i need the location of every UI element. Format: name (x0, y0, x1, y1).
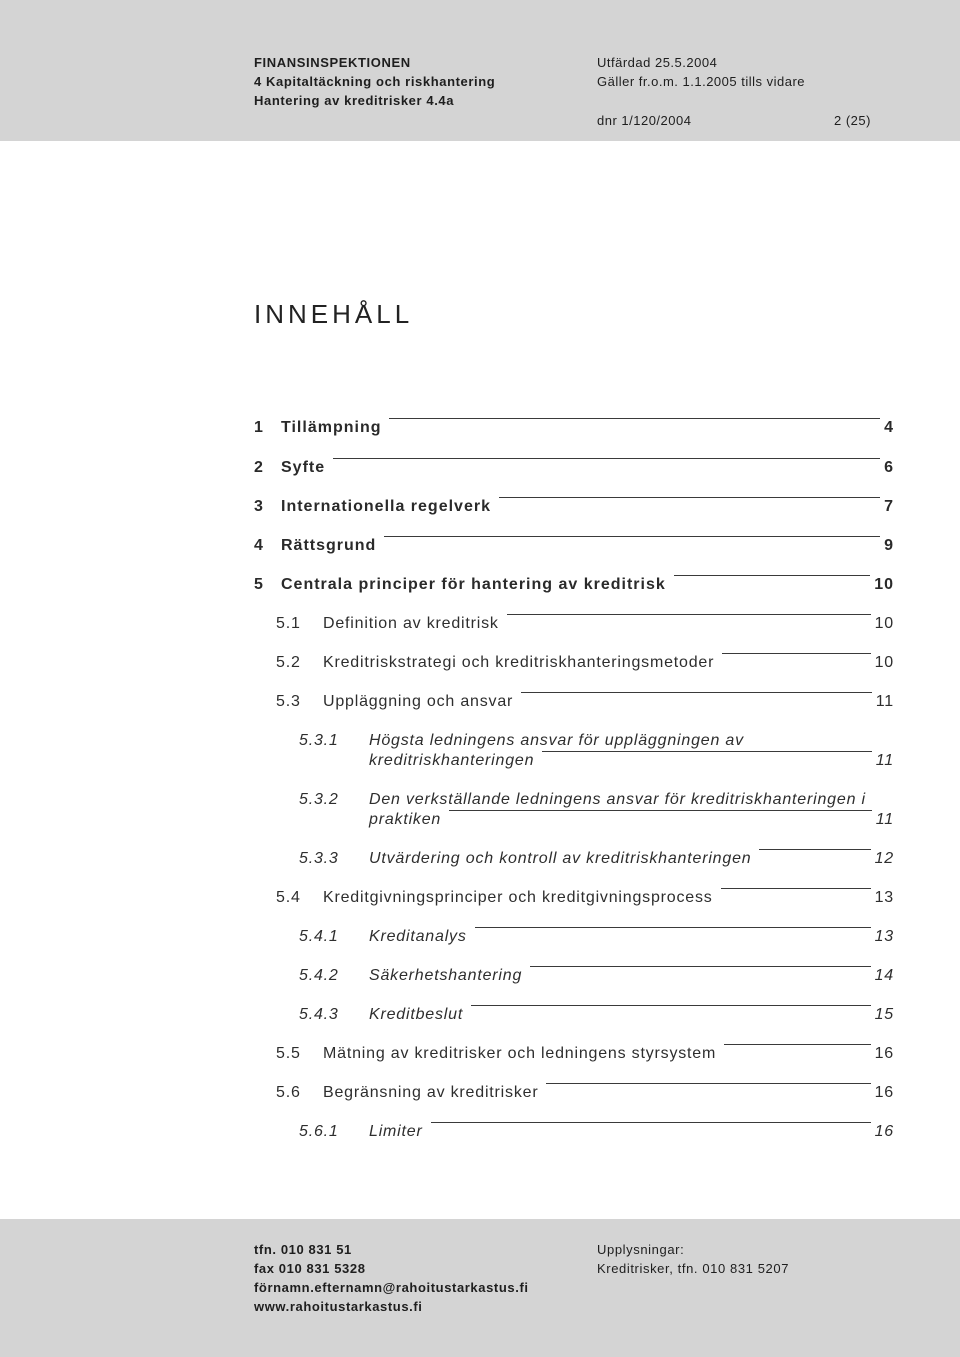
toc-entry-page: 12 (874, 850, 894, 867)
toc-entry[interactable] (0, 1044, 960, 1064)
toc-entry-page: 14 (874, 967, 894, 984)
footer-email: förnamn.efternamn@rahoitustarkastus.fi (254, 1280, 529, 1295)
toc-entry[interactable] (0, 458, 960, 478)
toc-entry-title-line2: praktiken (369, 811, 442, 828)
toc-entry-title: Kreditanalys (369, 928, 467, 945)
toc-entry-page: 4 (884, 419, 894, 436)
toc-entry[interactable] (0, 966, 960, 986)
toc-leader-line (721, 888, 871, 889)
toc-entry-title: Kreditbeslut (369, 1006, 464, 1023)
toc-entry-title: Kreditriskstrategi och kreditriskhanteringsmetoder (323, 654, 715, 671)
header-issued: Utfärdad 25.5.2004 (597, 55, 718, 70)
page-title: INNEHÅLL (254, 299, 414, 329)
toc-entry-number: 5.1 (276, 615, 301, 632)
toc-entry-number: 5.6 (276, 1084, 301, 1101)
footer-band (0, 1219, 960, 1357)
toc-entry[interactable] (0, 614, 960, 634)
toc-entry[interactable] (0, 575, 960, 595)
toc-entry[interactable] (0, 1083, 960, 1103)
footer-info-contact: Kreditrisker, tfn. 010 831 5207 (597, 1261, 790, 1276)
toc-entry-page: 13 (874, 889, 894, 906)
toc-entry[interactable] (0, 927, 960, 947)
header-org: FINANSINSPEKTIONEN (254, 55, 411, 70)
toc-entry-title: Högsta ledningens ansvar för uppläggningen av (369, 732, 744, 749)
header-valid: Gäller fr.o.m. 1.1.2005 tills vidare (597, 74, 806, 89)
toc-entry-continuation (0, 810, 960, 830)
toc-entry[interactable] (0, 849, 960, 869)
toc-entry-page: 15 (874, 1006, 894, 1023)
toc-leader-line (333, 458, 880, 459)
toc-leader-line (674, 575, 870, 576)
toc-entry-number: 5.4 (276, 889, 301, 906)
toc-entry-page: 6 (884, 459, 894, 476)
toc-entry-title: Säkerhetshantering (369, 967, 523, 984)
toc-entry-title: Mätning av kreditrisker och ledningens styrsystem (323, 1045, 717, 1062)
footer-web: www.rahoitustarkastus.fi (254, 1299, 423, 1314)
toc-entry[interactable] (0, 418, 960, 438)
toc-leader-line (431, 1122, 871, 1123)
footer-info-label: Upplysningar: (597, 1242, 685, 1257)
toc-leader-line (722, 653, 870, 654)
toc-entry-page: 10 (874, 654, 894, 671)
toc-entry[interactable] (0, 888, 960, 908)
toc-entry-page: 13 (874, 928, 894, 945)
toc-entry-number: 5.4.3 (299, 1006, 339, 1023)
header-band (0, 0, 960, 141)
toc-entry-page: 10 (874, 576, 894, 593)
toc-leader-line (389, 418, 880, 419)
toc-entry-title: Begränsning av kreditrisker (323, 1084, 539, 1101)
toc-entry-title: Kreditgivningsprinciper och kreditgivningsprocess (323, 889, 713, 906)
toc-entry-title-line2: kreditriskhanteringen (369, 752, 535, 769)
toc-entry[interactable] (0, 1005, 960, 1025)
toc-entry-number: 5.3.2 (299, 791, 339, 808)
toc-entry-number: 5.4.2 (299, 967, 339, 984)
toc-entry-title: Utvärdering och kontroll av kreditriskhanteringen (369, 850, 752, 867)
toc-entry-title: Syfte (281, 459, 326, 476)
toc-entry-number: 5.6.1 (299, 1123, 339, 1140)
toc-entry-number: 5 (254, 576, 264, 593)
toc-entry-title: Internationella regelverk (281, 498, 491, 515)
toc-leader-line (384, 536, 880, 537)
footer-fax: fax 010 831 5328 (254, 1261, 366, 1276)
toc-entry-number: 5.2 (276, 654, 301, 671)
toc-entry-title: Limiter (369, 1123, 423, 1140)
header-chapter: 4 Kapitaltäckning och riskhantering (254, 74, 496, 89)
toc-entry-page: 16 (874, 1123, 894, 1140)
footer-phone: tfn. 010 831 51 (254, 1242, 352, 1257)
toc-leader-line (724, 1044, 870, 1045)
header-page-number: 2 (25) (834, 113, 871, 128)
toc-leader-line (471, 1005, 871, 1006)
toc-entry[interactable] (0, 497, 960, 517)
toc-entry[interactable] (0, 536, 960, 556)
toc-leader-line (499, 497, 880, 498)
toc-entry-page: 11 (875, 811, 894, 828)
header-dnr: dnr 1/120/2004 (597, 113, 692, 128)
toc-entry[interactable] (0, 653, 960, 673)
toc-entry-title: Den verkställande ledningens ansvar för kreditriskhanteringen i (369, 791, 866, 808)
toc-entry-number: 5.3 (276, 693, 301, 710)
toc-leader-line (449, 810, 872, 811)
toc-entry-number: 2 (254, 459, 264, 476)
toc-entry[interactable] (0, 731, 960, 751)
toc-leader-line (507, 614, 871, 615)
toc-entry[interactable] (0, 1122, 960, 1142)
toc-entry-number: 5.5 (276, 1045, 301, 1062)
toc-leader-line (475, 927, 871, 928)
header-section: Hantering av kreditrisker 4.4a (254, 93, 455, 108)
toc-entry-title: Definition av kreditrisk (323, 615, 499, 632)
toc-entry-number: 3 (254, 498, 264, 515)
toc-entry-number: 5.3.3 (299, 850, 339, 867)
toc-entry-page: 11 (875, 752, 894, 769)
toc-leader-line (530, 966, 870, 967)
toc-entry-number: 4 (254, 537, 264, 554)
toc-entry-title: Uppläggning och ansvar (323, 693, 514, 710)
toc-entry-page: 16 (874, 1084, 894, 1101)
toc-entry-page: 9 (884, 537, 894, 554)
toc-entry[interactable] (0, 692, 960, 712)
toc-leader-line (542, 751, 871, 752)
toc-leader-line (521, 692, 872, 693)
toc-entry-page: 16 (874, 1045, 894, 1062)
toc-entry-page: 11 (875, 693, 894, 710)
toc-entry-page: 10 (874, 615, 894, 632)
toc-entry-title: Rättsgrund (281, 537, 377, 554)
toc-entry[interactable] (0, 790, 960, 810)
toc-entry-number: 5.3.1 (299, 732, 339, 749)
toc-entry-continuation (0, 751, 960, 771)
toc-entry-title: Tillämpning (281, 419, 382, 436)
toc-entry-number: 5.4.1 (299, 928, 339, 945)
toc-leader-line (546, 1083, 870, 1084)
toc-entry-title: Centrala principer för hantering av kreditrisk (281, 576, 666, 593)
toc-leader-line (759, 849, 870, 850)
toc-entry-number: 1 (254, 419, 264, 436)
toc-entry-page: 7 (884, 498, 894, 515)
